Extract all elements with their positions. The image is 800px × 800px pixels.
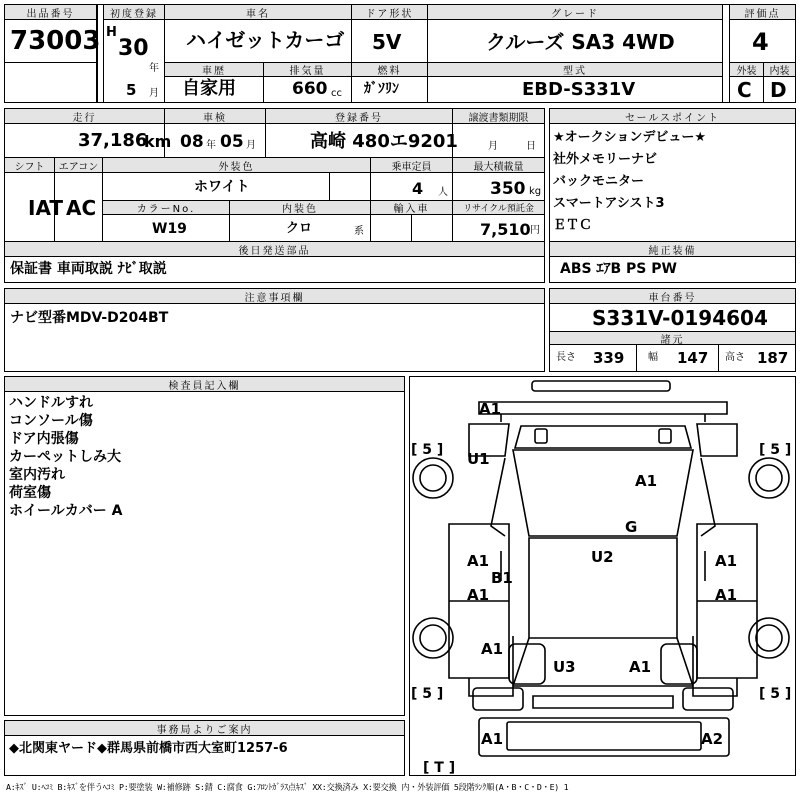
inspector-note: ハンドルすれ (9, 395, 93, 411)
inspector-note: ドア内張傷 (9, 431, 79, 447)
rear-panel-shape (533, 696, 673, 708)
mileage: 37,186 (78, 130, 148, 151)
load-label: 最大積載量 (453, 158, 544, 173)
body-color: ホワイト (194, 179, 250, 195)
width-label: 幅 (648, 352, 658, 363)
recycle-fee: 7,510 (480, 220, 531, 239)
plate-label: 登録番号 (266, 109, 452, 124)
car-name-label: 車名 (165, 5, 351, 20)
damage-mark: A1 (629, 658, 652, 676)
damage-mark: A1 (715, 552, 738, 570)
first-reg-label: 初度登録 (104, 5, 164, 20)
inspector-note: 室内汚れ (9, 467, 65, 483)
grade: クルーズ SA3 4WD (486, 30, 675, 54)
notes-text: ナビ型番MDV-D204BT (10, 310, 169, 326)
damage-mark: A1 (481, 730, 504, 748)
shift-label: シフト (5, 158, 54, 173)
recycle-unit: 円 (530, 225, 540, 236)
damage-mark: U2 (591, 548, 614, 566)
parts-label: 後日発送部品 (5, 242, 544, 257)
damage-mark: U3 (553, 658, 576, 676)
roof-shape (513, 450, 693, 536)
year-unit: 年 (149, 63, 159, 74)
tire-tread-fr: [ 5 ] (759, 442, 792, 458)
equipment-text: ABS ｴｱB PS PW (560, 261, 677, 277)
insp-year: 08 (180, 132, 204, 152)
height: 187 (757, 349, 789, 367)
inspector-note: カーペットしみ大 (9, 449, 121, 465)
damage-mark: B1 (491, 569, 513, 587)
disp-unit: cc (331, 88, 342, 99)
fuel: ｶﾞｿﾘﾝ (364, 81, 399, 97)
capacity-label: 乗車定員 (371, 158, 452, 173)
insp-month: 05 (220, 132, 244, 152)
length: 339 (593, 349, 625, 367)
transfer-month: 月 (488, 141, 498, 152)
insp-year-unit: 年 (206, 140, 216, 151)
damage-mark: A1 (479, 400, 502, 418)
ac-label: エアコン (55, 158, 102, 173)
score-label: 評価点 (730, 5, 795, 20)
ext-grade: C (737, 78, 752, 102)
office-text: ◆北関東ヤード◆群馬県前橋市西大室町1257-6 (9, 741, 288, 756)
shift: IAT (28, 196, 64, 220)
model-code: EBD-S331V (522, 79, 636, 100)
sales-point: 社外メモリーナビ (553, 152, 658, 167)
car-damage-diagram (409, 376, 796, 776)
front-bumper-shape (532, 381, 670, 391)
color-no-label: カラーNo. (103, 201, 229, 215)
plate-number: 高崎 480エ9201 (310, 131, 458, 152)
damage-mark: A1 (467, 586, 490, 604)
wheel-rear-left-icon (413, 618, 453, 658)
recycle-label: リサイクル預託金 (453, 201, 544, 215)
sales-point: ＥＴＣ (553, 218, 593, 233)
wheel-front-right-icon (749, 458, 789, 498)
transfer-day: 日 (526, 141, 536, 152)
damage-mark: A1 (715, 586, 738, 604)
width: 147 (677, 349, 709, 367)
inspector-note: 荷室傷 (9, 485, 51, 501)
damage-mark: A1 (467, 552, 490, 570)
damage-mark: G (625, 518, 638, 536)
load-unit: kg (529, 186, 542, 197)
int-label: 内装 (764, 62, 795, 77)
reg-month: 5 (126, 81, 137, 99)
lot-label: 出品番号 (5, 5, 96, 20)
capacity: 4 (412, 179, 424, 198)
front-right-fender-shape (697, 424, 737, 456)
sales-point: スマートアシスト3 (553, 196, 665, 211)
sales-points-list (553, 127, 706, 237)
damage-mark: A1 (635, 472, 658, 490)
color-number: W19 (152, 221, 187, 237)
damage-mark: A1 (481, 640, 504, 658)
damage-mark: A2 (701, 730, 724, 748)
info-box (4, 108, 545, 242)
lot-number: 73003 (10, 26, 101, 56)
legend-text: A:ｷｽﾞ U:ﾍｺﾐ B:ｷｽﾞを伴うﾍｺﾐ P:要塗装 W:補修跡 S:錆 C:腐食 G:ﾌﾛﾝﾄｶﾞﾗｽ点ｷｽﾞ XX:交換済み X:要交換 内・外装評価 5段階ﾗﾝｸ順(A・B・C・D・E) 1 (6, 782, 569, 792)
front-panel-shape (479, 402, 727, 414)
int-grade: D (770, 78, 787, 102)
month-unit: 月 (149, 88, 159, 99)
length-label: 長さ (556, 352, 576, 363)
score: 4 (752, 28, 769, 56)
int-color-unit: 系 (354, 226, 364, 237)
wheel-rear-right-icon (749, 618, 789, 658)
insp-month-unit: 月 (246, 140, 256, 151)
tire-tread-rl: [ 5 ] (411, 686, 444, 702)
inspector-note: コンソール傷 (9, 413, 93, 429)
inspector-note: ホイールカバー A (9, 503, 123, 519)
aircon: AC (66, 196, 97, 220)
inspector-label: 検査員記入欄 (5, 377, 404, 392)
tire-tread-fl: [ 5 ] (411, 442, 444, 458)
era: H (106, 25, 117, 40)
car-name: ハイゼットカーゴ (186, 28, 345, 52)
displacement: 660 (292, 79, 328, 99)
reg-year: 30 (118, 36, 149, 61)
history-label: 車歴 (165, 62, 263, 77)
fuel-label: 燃料 (352, 62, 427, 77)
chassis-label: 車台番号 (550, 289, 795, 304)
chassis-number: S331V-0194604 (592, 306, 768, 330)
office-label: 事務局よりご案内 (5, 721, 404, 736)
color-label: 外装色 (103, 158, 370, 173)
max-load: 350 (490, 179, 526, 199)
rear-right-lamp-shape (683, 688, 733, 710)
specs-label: 諸元 (550, 331, 795, 345)
mileage-unit: km (144, 132, 172, 151)
model-label: 型式 (428, 62, 722, 77)
interior-color: クロ (286, 221, 313, 236)
ext-label: 外装 (730, 62, 763, 77)
capacity-unit: 人 (438, 187, 448, 198)
wheel-front-left-icon (413, 458, 453, 498)
parts-text: 保証書 車両取説 ﾅﾋﾞ取説 (10, 261, 167, 277)
sales-points-label: セールスポイント (550, 109, 795, 124)
int-color-label: 内装色 (230, 201, 370, 215)
damage-mark: U1 (467, 450, 490, 468)
inspection-label: 車検 (165, 109, 265, 124)
mileage-label: 走行 (5, 109, 164, 124)
history: 自家用 (182, 78, 236, 99)
rear-left-lamp-shape (473, 688, 523, 710)
sales-point: バックモニター (553, 174, 645, 189)
import-label: 輸入車 (371, 201, 452, 215)
tire-tread-rr: [ 5 ] (759, 686, 792, 702)
sales-point: ★オークションデビュー★ (553, 130, 707, 145)
inspector-list (9, 394, 122, 520)
height-label: 高さ (725, 352, 745, 363)
transfer-label: 譲渡書類期限 (453, 109, 544, 124)
equipment-label: 純正装備 (550, 242, 795, 257)
spare-tire-label: [ T ] (423, 760, 456, 776)
grade-label: グレード (428, 5, 722, 20)
notes-label: 注意事項欄 (5, 289, 544, 304)
door-label: ドア形状 (352, 5, 427, 20)
disp-label: 排気量 (264, 62, 351, 77)
door-type: 5V (372, 30, 402, 54)
